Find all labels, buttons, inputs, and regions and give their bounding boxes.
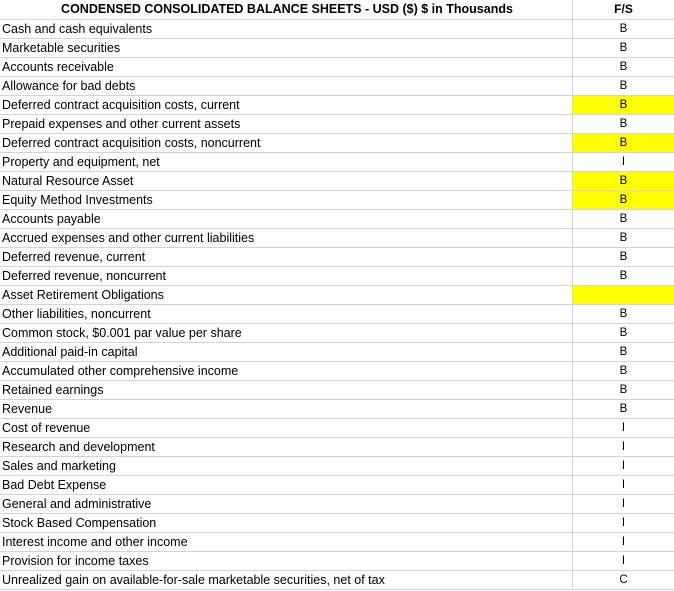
table-row — [0, 115, 674, 134]
row-label-cell[interactable]: General and administrative — [0, 495, 573, 513]
row-fs-cell[interactable]: I — [621, 517, 626, 529]
row-label-cell[interactable]: Allowance for bad debts — [0, 77, 573, 95]
row-fs-cell[interactable]: I — [621, 441, 626, 453]
table-row — [0, 20, 674, 39]
table-row — [0, 58, 674, 77]
row-label-cell[interactable]: Equity Method Investments — [0, 191, 573, 209]
table-row — [0, 286, 674, 305]
table-row — [0, 381, 674, 400]
row-label-cell[interactable]: Marketable securities — [0, 39, 573, 57]
table-row — [0, 438, 674, 457]
row-fs-cell[interactable]: B — [619, 327, 628, 339]
row-label-cell[interactable]: Accumulated other comprehensive income — [0, 362, 573, 380]
row-label-cell[interactable]: Cash and cash equivalents — [0, 20, 573, 38]
row-label-cell[interactable]: Stock Based Compensation — [0, 514, 573, 532]
row-label-cell[interactable]: Deferred contract acquisition costs, noncurrent — [0, 134, 573, 152]
row-label-cell[interactable]: Accounts receivable — [0, 58, 573, 76]
row-fs-cell[interactable]: C — [619, 574, 628, 586]
table-row — [0, 305, 674, 324]
row-label-cell[interactable]: Bad Debt Expense — [0, 476, 573, 494]
table-row — [0, 533, 674, 552]
row-label-cell[interactable]: Asset Retirement Obligations — [0, 286, 573, 304]
row-fs-cell[interactable]: I — [621, 460, 626, 472]
row-fs-cell[interactable]: B — [573, 191, 674, 209]
row-fs-cell[interactable] — [573, 286, 674, 304]
row-label-cell[interactable]: Natural Resource Asset — [0, 172, 573, 190]
table-row — [0, 419, 674, 438]
row-fs-cell[interactable]: B — [573, 134, 674, 152]
row-fs-cell[interactable]: B — [619, 80, 628, 92]
row-fs-cell[interactable]: B — [619, 308, 628, 320]
row-fs-cell[interactable]: I — [621, 498, 626, 510]
row-fs-cell[interactable]: B — [619, 270, 628, 282]
table-row — [0, 172, 674, 191]
row-fs-cell[interactable]: B — [619, 403, 628, 415]
table-row — [0, 552, 674, 571]
table-row — [0, 324, 674, 343]
row-fs-cell[interactable]: I — [621, 479, 626, 491]
table-body — [0, 20, 674, 590]
row-label-cell[interactable]: Deferred contract acquisition costs, current — [0, 96, 573, 114]
table-row — [0, 476, 674, 495]
table-row — [0, 134, 674, 153]
table-row — [0, 96, 674, 115]
row-fs-cell[interactable]: I — [621, 422, 626, 434]
row-label-cell[interactable]: Cost of revenue — [0, 419, 573, 437]
table-row — [0, 191, 674, 210]
row-fs-cell[interactable]: B — [619, 23, 628, 35]
header-row — [0, 0, 674, 20]
row-label-cell[interactable]: Revenue — [0, 400, 573, 418]
row-label-cell[interactable]: Research and development — [0, 438, 573, 456]
table-row — [0, 77, 674, 96]
row-label-cell[interactable]: Unrealized gain on available-for-sale marketable securities, net of tax — [0, 571, 573, 589]
row-fs-cell[interactable]: B — [619, 346, 628, 358]
table-row — [0, 514, 674, 533]
row-fs-cell[interactable]: B — [619, 384, 628, 396]
table-row — [0, 457, 674, 476]
row-fs-cell[interactable]: B — [619, 213, 628, 225]
table-row — [0, 39, 674, 58]
row-fs-cell[interactable]: B — [573, 96, 674, 114]
table-row — [0, 400, 674, 419]
row-label-cell[interactable]: Common stock, $0.001 par value per share — [0, 324, 573, 342]
row-label-cell[interactable]: Retained earnings — [0, 381, 573, 399]
table-row — [0, 229, 674, 248]
row-fs-cell[interactable]: B — [619, 118, 628, 130]
table-row — [0, 571, 674, 590]
row-label-cell[interactable]: Accrued expenses and other current liabilities — [0, 229, 573, 247]
table-row — [0, 248, 674, 267]
header-cell-fs[interactable]: F/S — [614, 2, 633, 16]
table-row — [0, 495, 674, 514]
row-label-cell[interactable]: Accounts payable — [0, 210, 573, 228]
row-label-cell[interactable]: Sales and marketing — [0, 457, 573, 475]
row-label-cell[interactable]: Deferred revenue, current — [0, 248, 573, 266]
table-row — [0, 210, 674, 229]
row-fs-cell[interactable]: B — [619, 61, 628, 73]
row-label-cell[interactable]: Deferred revenue, noncurrent — [0, 267, 573, 285]
row-fs-cell[interactable]: B — [619, 42, 628, 54]
row-label-cell[interactable]: Provision for income taxes — [0, 552, 573, 570]
header-cell-title[interactable]: CONDENSED CONSOLIDATED BALANCE SHEETS - USD ($) $ in Thousands — [0, 0, 573, 19]
row-fs-cell[interactable]: B — [619, 365, 628, 377]
row-fs-cell[interactable]: I — [621, 555, 626, 567]
table-row — [0, 153, 674, 172]
table-row — [0, 267, 674, 286]
row-fs-cell[interactable]: B — [619, 251, 628, 263]
row-fs-cell[interactable]: I — [621, 156, 626, 168]
row-label-cell[interactable]: Additional paid-in capital — [0, 343, 573, 361]
row-fs-cell[interactable]: I — [621, 536, 626, 548]
row-label-cell[interactable]: Interest income and other income — [0, 533, 573, 551]
table-row — [0, 362, 674, 381]
table-row — [0, 343, 674, 362]
row-label-cell[interactable]: Property and equipment, net — [0, 153, 573, 171]
row-fs-cell[interactable]: B — [573, 172, 674, 190]
row-label-cell[interactable]: Other liabilities, noncurrent — [0, 305, 573, 323]
row-fs-cell[interactable]: B — [619, 232, 628, 244]
row-label-cell[interactable]: Prepaid expenses and other current assets — [0, 115, 573, 133]
